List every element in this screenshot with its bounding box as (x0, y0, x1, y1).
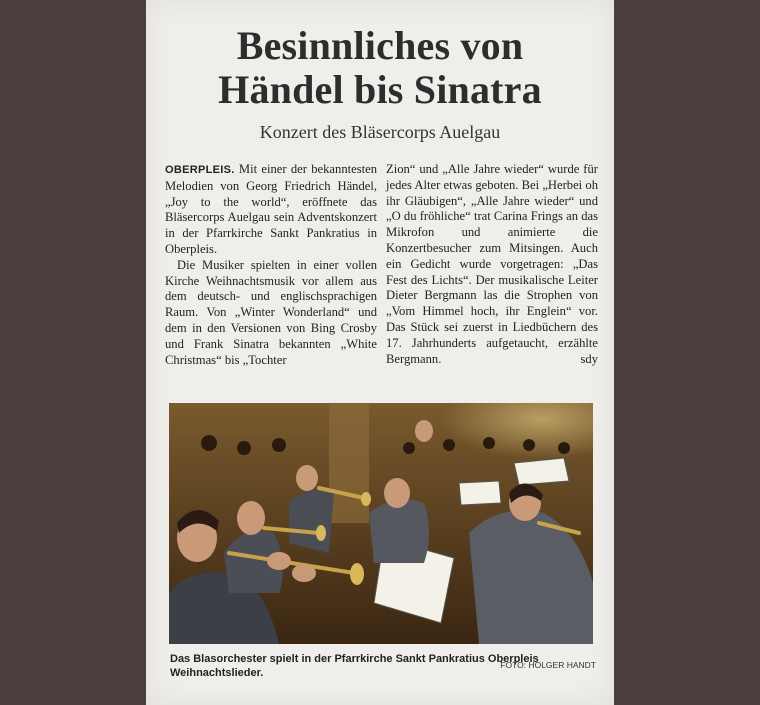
paragraph-3 (386, 162, 598, 367)
paragraph-3-text: Zion“ und „Alle Jahre wieder“ wurde für jedes Alter etwas geboten. Bei „Herbei oh ihr Gläubigen“, „Alle Jahre wieder“ und „O du fröhliche“ trat Carina Frings an das Mikrofon und animierte die Konzertbesucher zum Mitsingen. Auch ein Gedicht wurde vorgetragen: „Das Fest des Lichts“. Der musikalische Leiter Dieter Bergmann las die Strophen von „Vom Himmel hoch, ihr Englein“ vor. Das Stück sei zuerst in Liedbüchern des 17. Jahrhunderts aufgetaucht, erzählte Bergmann. (386, 162, 598, 366)
article-column-2 (386, 162, 598, 367)
headline-line-1: Besinnliches von (236, 23, 524, 68)
orchestra-photo-image (169, 403, 593, 644)
subheadline: Konzert des Bläsercorps Auelgau (259, 122, 501, 142)
dateline: OBERPLEIS. (165, 164, 235, 176)
newspaper-clipping (146, 0, 614, 705)
photo-caption: Das Blasorchester spielt in der Pfarrkirche Sankt Pankratius Oberpleis Weihnachtslieder. (170, 653, 539, 679)
paragraph-1 (165, 162, 377, 258)
photo-credit: FOTO: HOLGER HANDT (500, 660, 596, 670)
article-column-1 (165, 162, 377, 368)
headline (146, 24, 614, 112)
headline-line-2: Händel bis Sinatra (218, 67, 542, 112)
paragraph-1-text: Mit einer der bekanntesten Melodien von Georg Friedrich Händel, „Joy to the world“, eröffnete das Bläsercorps Auelgau sein Adventskonzert in der Pfarrkirche Sankt Pankratius in Oberpleis. (165, 162, 377, 256)
paragraph-2: Die Musiker spielten in einer vollen Kirche Weihnachtsmusik vor allem aus dem deutsch- und englischsprachigen Raum. Von „Winter Wonderland“ und dem in den Versionen von Bing Crosby und Frank Sinatra bekannten „White Christmas“ bis „Tochter (165, 257, 377, 367)
author-initials: sdy (580, 351, 598, 366)
orchestra-photo (169, 403, 593, 644)
